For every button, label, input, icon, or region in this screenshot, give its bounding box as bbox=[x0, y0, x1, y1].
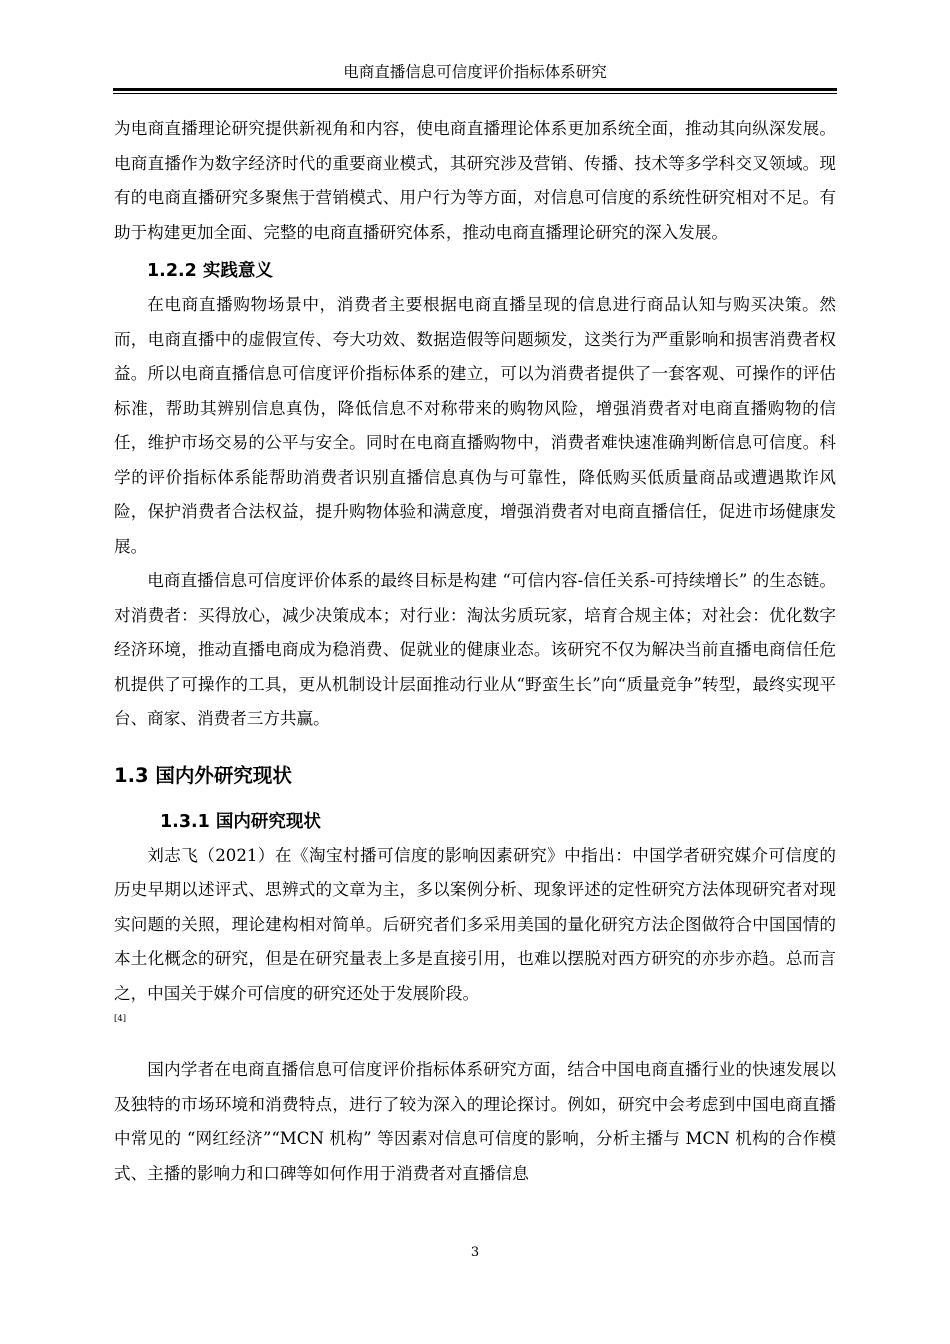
paragraph-domestic-scholars: 国内学者在电商直播信息可信度评价指标体系研究方面，结合中国电商直播行业的快速发展以及独特的市场环境和消费特点，进行了较为深入的理论探讨。例如，研究中会考虑到中国电商直播中常见的 “网红经济”“MCN 机构” 等因素对信息可信度的影响，分析主播与 MCN 机构的合作模式、主播的影响力和口碑等如何作用于消费者对直播信息 bbox=[114, 1060, 836, 1183]
header-rule-thick bbox=[113, 88, 837, 91]
paragraph-theory-significance-continued: 为电商直播理论研究提供新视角和内容，使电商直播理论体系更加系统全面，推动其向纵深发展。电商直播作为数字经济时代的重要商业模式，其研究涉及营销、传播、技术等多学科交叉领域。现有的电商直播研究多聚焦于营销模式、用户行为等方面，对信息可信度的系统性研究相对不足。有助于构建更加全面、完整的电商直播研究体系，推动电商直播理论研究的深入发展。 bbox=[114, 119, 836, 242]
paragraph-liu-zhifei: 刘志飞（2021）在《淘宝村播可信度的影响因素研究》中指出：中国学者研究媒介可信度的历史早期以述评式、思辨式的文章为主，多以案例分析、现象评述的定性研究方法体现研究者对现实问题的关照，理论建构相对简单。后研究者们多采用美国的量化研究方法企图做符合中国国情的本土化概念的研究，但是在研究量表上多是直接引用，也难以摆脱对西方研究的亦步亦趋。总而言之，中国关于媒介可信度的研究还处于发展阶段。 bbox=[114, 845, 836, 1003]
heading-1-3-1: 1.3.1 国内研究现状 bbox=[160, 811, 321, 832]
paragraph-spacer bbox=[114, 1035, 836, 1053]
page-body bbox=[114, 112, 836, 1191]
running-header: 电商直播信息可信度评价指标体系研究 bbox=[343, 63, 607, 81]
citation-reference: [4] bbox=[114, 1014, 127, 1024]
heading-1-2-2: 1.2.2 实践意义 bbox=[147, 261, 273, 281]
paragraph-ultimate-goal: 电商直播信息可信度评价体系的最终目标是构建 “可信内容-信任关系-可持续增长” 的生态链。对消费者：买得放心，减少决策成本；对行业：淘汰劣质玩家，培育合规主体；对社会：优化数字经济环境，推动直播电商成为稳消费、促就业的健康业态。该研究不仅为解决当前直播电商信任危机提供了可操作的工具，更从机制设计层面推动行业从“野蛮生长”向“质量竞争”转型，最终实现平台、商家、消费者三方共赢。 bbox=[114, 571, 836, 728]
heading-1-3: 1.3 国内外研究现状 bbox=[114, 763, 292, 787]
header-rule-thin bbox=[113, 93, 837, 94]
page-number: 3 bbox=[470, 1245, 480, 1260]
paragraph-practical-significance: 在电商直播购物场景中，消费者主要根据电商直播呈现的信息进行商品认知与购买决策。然而，电商直播中的虚假宣传、夸大功效、数据造假等问题频发，这类行为严重影响和损害消费者权益。所以电商直播信息可信度评价指标体系的建立，可以为消费者提供了一套客观、可操作的评估标准，帮助其辨别信息真伪，降低信息不对称带来的购物风险，增强消费者对电商直播购物的信任，维护市场交易的公平与安全。同时在电商直播购物中，消费者难快速准确判断信息可信度。科学的评价指标体系能帮助消费者识别直播信息真伪与可靠性，降低购买低质量商品或遭遇欺诈风险，保护消费者合法权益，提升购物体验和满意度，增强消费者对电商直播信任，促进市场健康发展。 bbox=[114, 295, 836, 556]
